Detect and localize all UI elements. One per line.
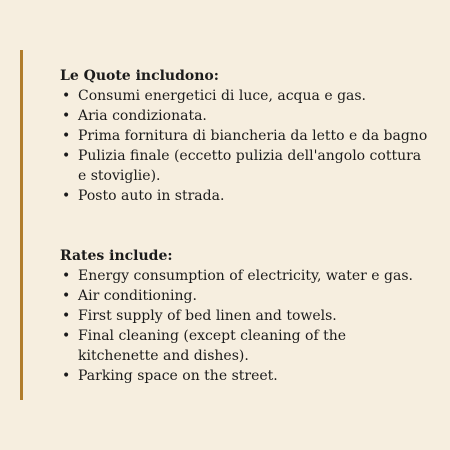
list-item xyxy=(60,286,430,306)
list-item xyxy=(60,126,430,146)
italian-heading: Le Quote includono: xyxy=(60,68,219,84)
list-item xyxy=(60,306,430,326)
english-heading: Rates include: xyxy=(60,248,173,264)
bullet-icon: • xyxy=(62,88,71,104)
list-item xyxy=(60,106,430,126)
bullet-icon: • xyxy=(62,128,71,144)
bullet-icon: • xyxy=(62,148,71,164)
english-rates-section xyxy=(60,246,430,386)
list-item-text: Pulizia finale (eccetto pulizia dell'angolo cottura e stoviglie). xyxy=(78,148,422,184)
list-item xyxy=(60,86,430,106)
list-item-text: Prima fornitura di biancheria da letto e da bagno xyxy=(78,128,428,144)
list-item-text: Parking space on the street. xyxy=(78,368,278,384)
list-item-text: Aria condizionata. xyxy=(78,108,207,124)
bullet-icon: • xyxy=(62,268,71,284)
list-item xyxy=(60,326,430,366)
bullet-icon: • xyxy=(62,108,71,124)
list-item-text: Energy consumption of electricity, water e gas. xyxy=(78,268,413,284)
list-item-text: Final cleaning (except cleaning of the kitchenette and dishes). xyxy=(78,328,347,364)
list-item xyxy=(60,146,430,186)
list-item-text: First supply of bed linen and towels. xyxy=(78,308,337,324)
italian-rates-section xyxy=(60,66,430,206)
english-items-list xyxy=(60,266,430,386)
list-item-text: Consumi energetici di luce, acqua e gas. xyxy=(78,88,367,104)
list-item-text: Air conditioning. xyxy=(78,288,197,304)
list-item xyxy=(60,266,430,286)
accent-vertical-rule xyxy=(20,50,23,400)
list-item-text: Posto auto in strada. xyxy=(78,188,225,204)
bullet-icon: • xyxy=(62,188,71,204)
bullet-icon: • xyxy=(62,368,71,384)
bullet-icon: • xyxy=(62,288,71,304)
list-item xyxy=(60,186,430,206)
italian-items-list xyxy=(60,86,430,206)
bullet-icon: • xyxy=(62,308,71,324)
list-item xyxy=(60,366,430,386)
bullet-icon: • xyxy=(62,328,71,344)
